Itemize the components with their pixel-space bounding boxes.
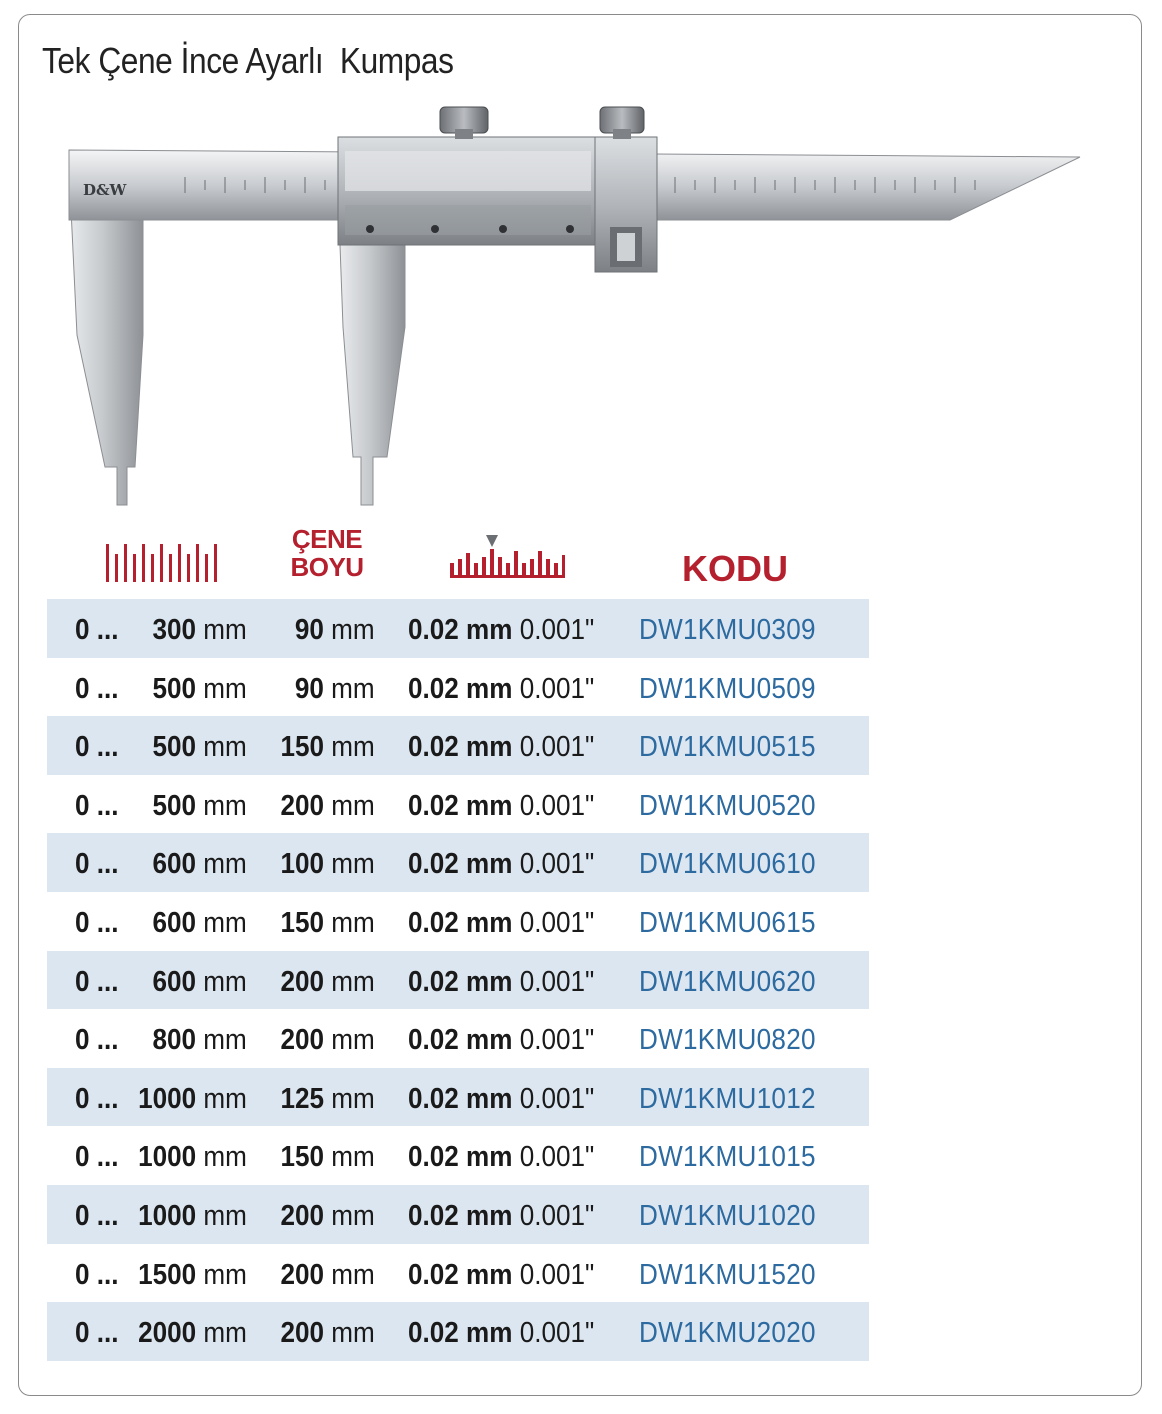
measuring-range: 600 mm [152, 848, 247, 881]
product-code: DW1KMU1520 [639, 1258, 816, 1291]
resolution: 0.02 mm 0.001" [408, 906, 595, 939]
jaw-length: 200 mm [280, 1258, 375, 1291]
brand-logo: D&W [83, 181, 127, 199]
range-start: 0 ... [75, 965, 119, 998]
product-code: DW1KMU0620 [639, 965, 816, 998]
product-code: DW1KMU0615 [639, 906, 816, 939]
measuring-range: 1000 mm [138, 1199, 247, 1232]
table-row [47, 1126, 869, 1185]
code-header: KODU [682, 548, 788, 589]
jaw-length: 150 mm [280, 1141, 375, 1174]
measuring-range: 500 mm [152, 731, 247, 764]
product-code: DW1KMU0820 [639, 1024, 816, 1057]
jaw-length: 200 mm [280, 1199, 375, 1232]
resolution: 0.02 mm 0.001" [408, 1082, 595, 1115]
table-row [47, 775, 869, 834]
jaw-header-line2: BOYU [290, 552, 364, 582]
product-code: DW1KMU1020 [639, 1199, 816, 1232]
resolution: 0.02 mm 0.001" [408, 614, 595, 646]
resolution: 0.02 mm 0.001" [408, 672, 595, 705]
resolution: 0.02 mm 0.001" [408, 1199, 595, 1232]
measuring-range: 1500 mm [138, 1258, 247, 1291]
jaw-length-header [272, 525, 382, 581]
range-start: 0 ... [75, 614, 119, 646]
moving-jaw [340, 245, 405, 505]
measuring-range: 600 mm [152, 906, 247, 939]
range-start: 0 ... [75, 848, 119, 881]
jaw-length: 200 mm [280, 1024, 375, 1057]
product-code: DW1KMU0520 [639, 789, 816, 822]
vernier-caliper-image [55, 95, 1095, 525]
range-start: 0 ... [75, 1199, 119, 1232]
product-code: DW1KMU1012 [639, 1082, 816, 1115]
resolution: 0.02 mm 0.001" [408, 1258, 595, 1291]
measuring-range: 800 mm [152, 1024, 247, 1057]
range-start: 0 ... [75, 731, 119, 764]
jaw-length: 90 mm [295, 614, 375, 646]
jaw-length: 100 mm [280, 848, 375, 881]
range-start: 0 ... [75, 789, 119, 822]
measuring-range: 300 mm [152, 614, 247, 646]
page-title: Tek Çene İnce Ayarlı Kumpas [42, 40, 454, 81]
measuring-range: 2000 mm [138, 1317, 247, 1350]
measuring-range: 1000 mm [138, 1082, 247, 1115]
product-code: DW1KMU1015 [639, 1141, 816, 1174]
resolution: 0.02 mm 0.001" [408, 848, 595, 881]
product-table [47, 599, 869, 1361]
measuring-range: 500 mm [152, 672, 247, 705]
resolution: 0.02 mm 0.001" [408, 1141, 595, 1174]
jaw-length: 150 mm [280, 906, 375, 939]
product-code: DW1KMU0309 [639, 614, 816, 646]
product-code: DW1KMU2020 [639, 1317, 816, 1350]
resolution: 0.02 mm 0.001" [408, 789, 595, 822]
product-code: DW1KMU0509 [639, 672, 816, 705]
table-row [47, 599, 869, 658]
table-row [47, 951, 869, 1010]
jaw-length: 150 mm [280, 731, 375, 764]
table-row [47, 833, 869, 892]
table-row [47, 1185, 869, 1244]
jaw-length: 200 mm [280, 789, 375, 822]
ruler-scale-icon [106, 540, 218, 586]
jaw-header-line1: ÇENE [291, 524, 363, 554]
range-start: 0 ... [75, 1258, 119, 1291]
range-start: 0 ... [75, 1141, 119, 1174]
table-row [47, 1009, 869, 1068]
table-row [47, 658, 869, 717]
jaw-length: 125 mm [280, 1082, 375, 1115]
jaw-length: 200 mm [280, 1317, 375, 1350]
table-row [47, 1302, 869, 1361]
vernier-scale-icon [450, 533, 566, 579]
range-start: 0 ... [75, 1024, 119, 1057]
table-row [47, 1244, 869, 1303]
range-start: 0 ... [75, 1317, 119, 1350]
jaw-length: 90 mm [295, 672, 375, 705]
table-row [47, 716, 869, 775]
measuring-range: 600 mm [152, 965, 247, 998]
resolution: 0.02 mm 0.001" [408, 1024, 595, 1057]
measuring-range: 1000 mm [138, 1141, 247, 1174]
table-row [47, 1068, 869, 1127]
product-code: DW1KMU0515 [639, 731, 816, 764]
measuring-range: 500 mm [152, 789, 247, 822]
product-code: DW1KMU0610 [639, 848, 816, 881]
resolution: 0.02 mm 0.001" [408, 731, 595, 764]
range-start: 0 ... [75, 906, 119, 939]
resolution: 0.02 mm 0.001" [408, 1317, 595, 1350]
jaw-length: 200 mm [280, 965, 375, 998]
table-row [47, 892, 869, 951]
range-start: 0 ... [75, 672, 119, 705]
range-start: 0 ... [75, 1082, 119, 1115]
resolution: 0.02 mm 0.001" [408, 965, 595, 998]
